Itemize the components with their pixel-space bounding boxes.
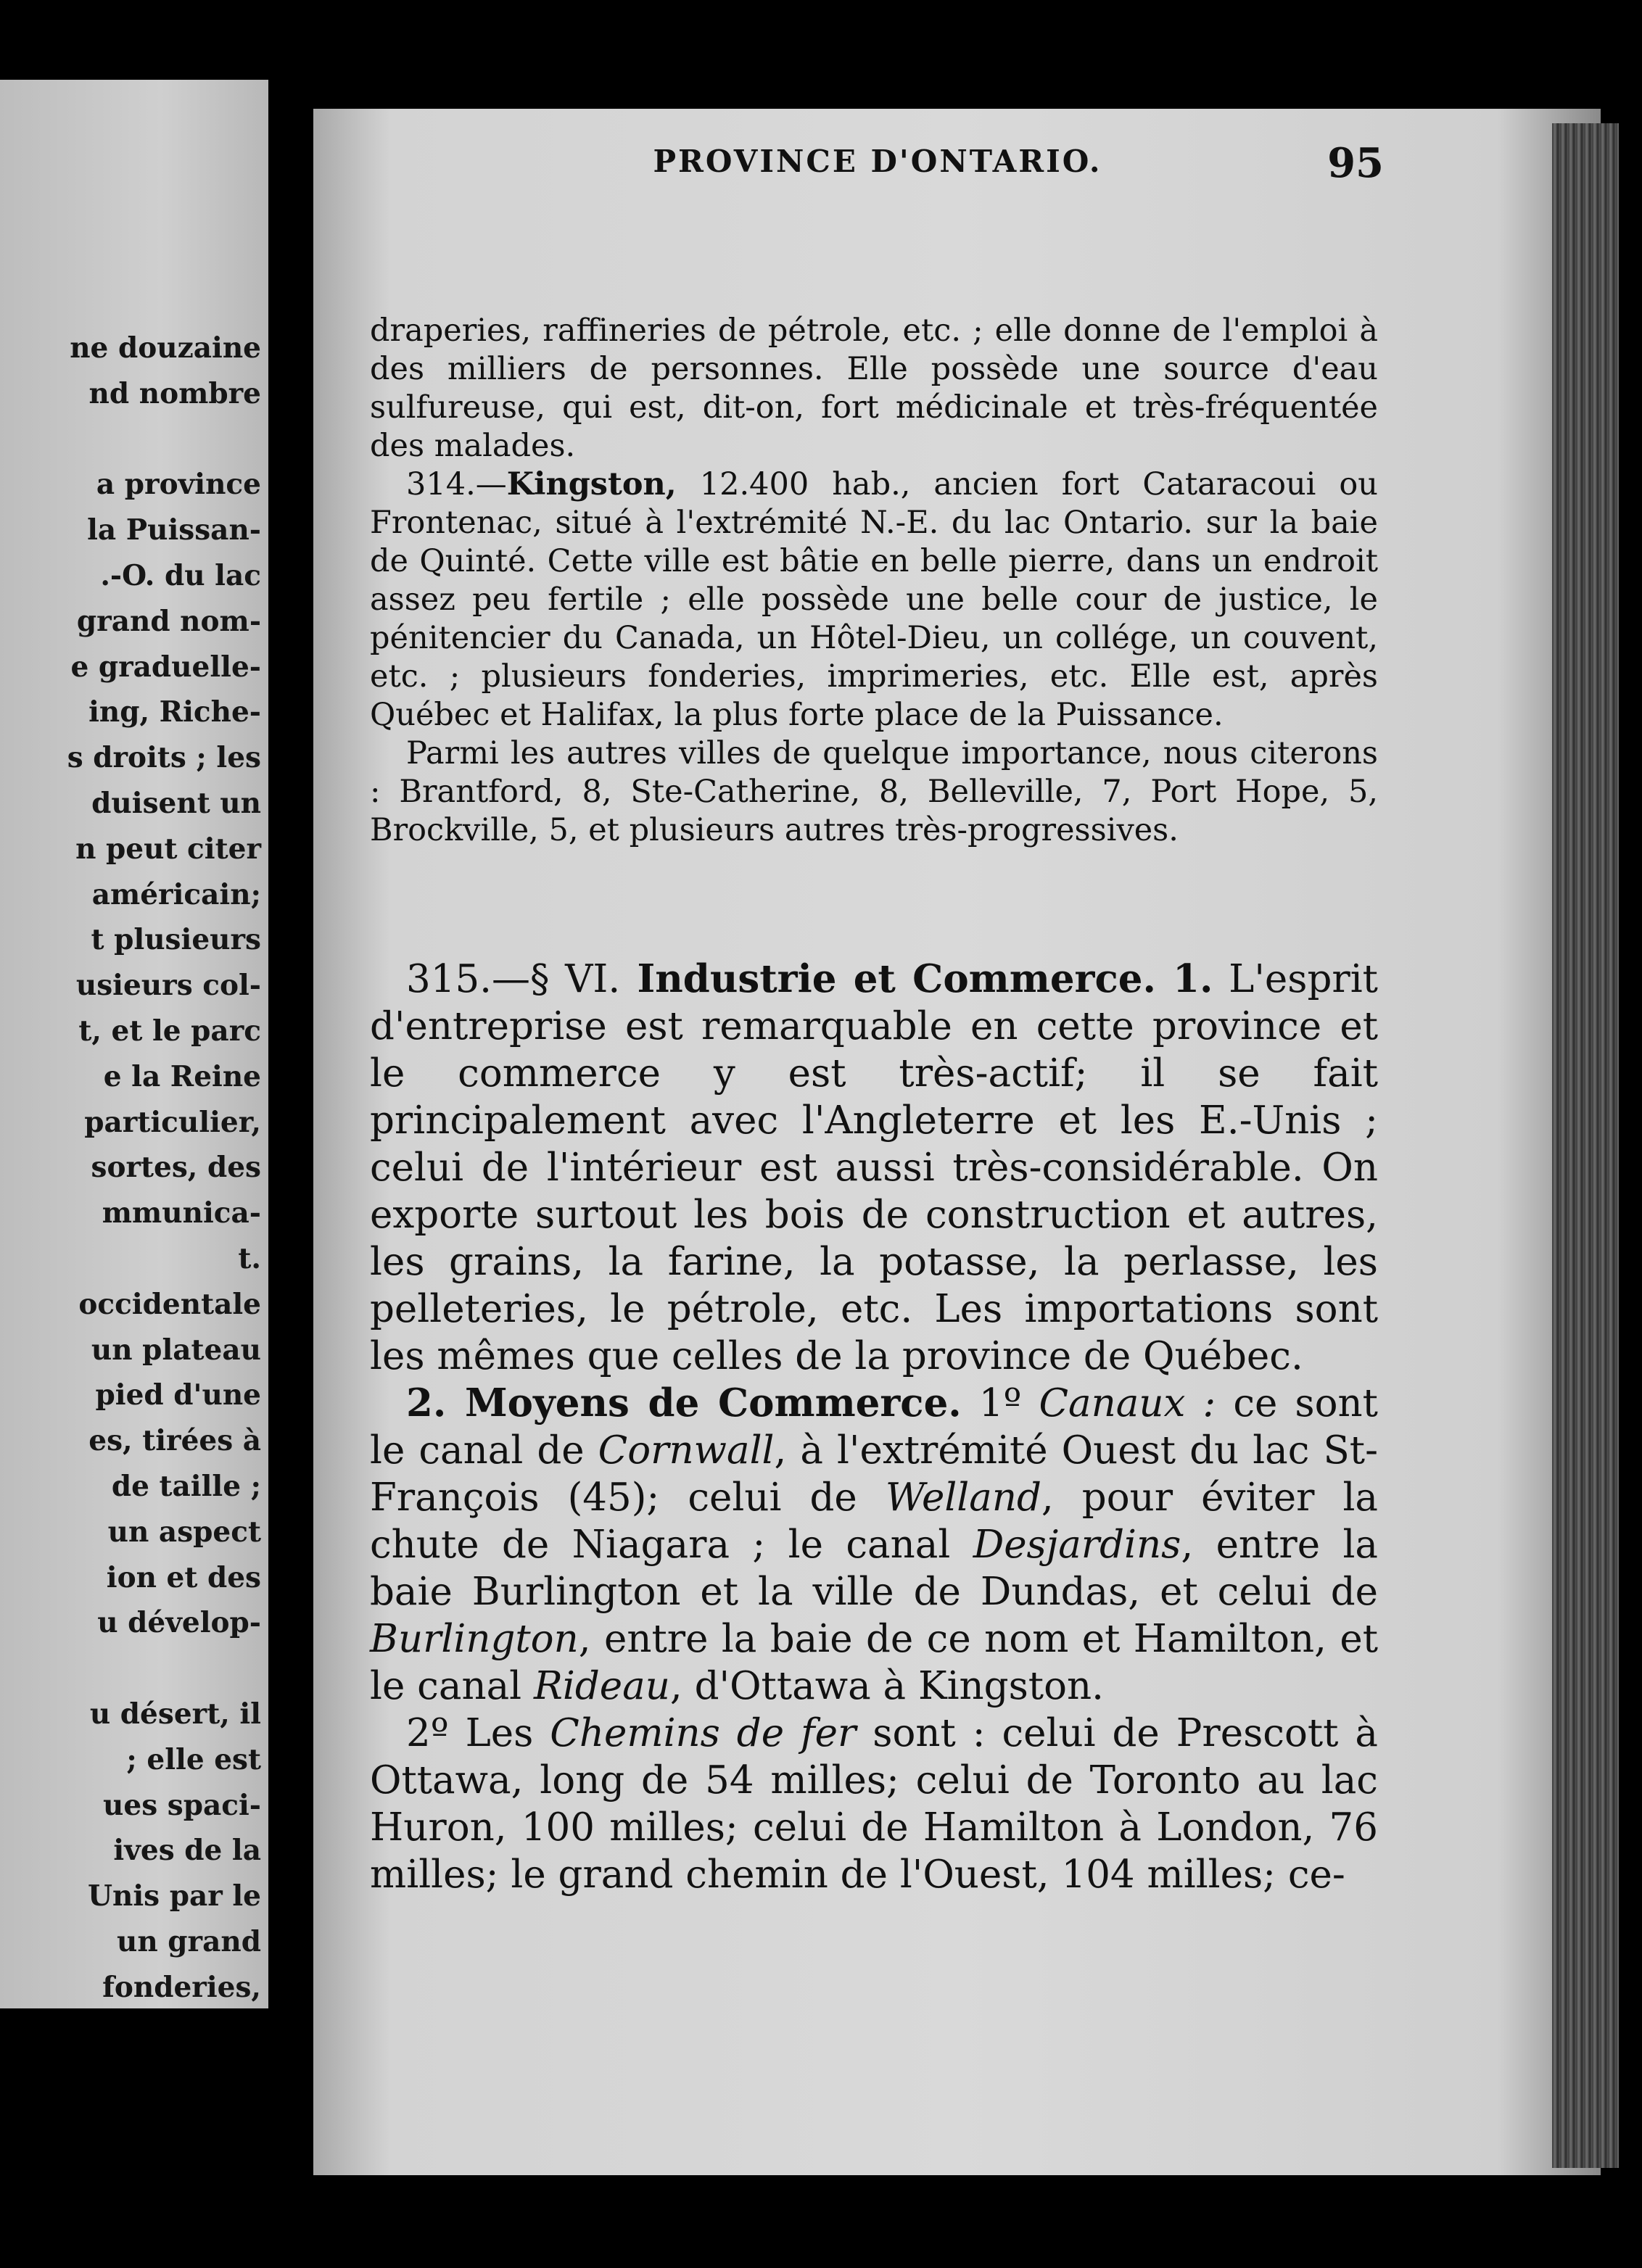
italic-term: Canaux : (1039, 1381, 1216, 1425)
paragraph-number: 314.— (406, 466, 507, 502)
text-run: , entre la baie Burlington et la ville de Dundas, et celui de (370, 1523, 1378, 1614)
paragraph-continuation: draperies, raffineries de pétrole, etc. ; elle donne de l'emploi à des milliers de personnes. Elle possède une source d'eau sulfureuse, qui est, dit-on, fort médicinale et très-fréquentée des malades. (370, 313, 1378, 464)
left-page-line: s droits ; les (67, 741, 261, 774)
text-run: 2º Les (406, 1711, 550, 1755)
text-run: , d'Ottawa à Kingston. (669, 1664, 1104, 1708)
subsection-heading: 2. Moyens de Commerce. (406, 1381, 962, 1425)
page-edges (1552, 123, 1619, 2168)
paragraph-railways (370, 1710, 1378, 1898)
left-page-line: ne douzaine (70, 331, 261, 365)
left-page-line: grand nom- (76, 605, 261, 638)
left-page-line: t, et le parc (78, 1014, 261, 1048)
left-page-line: u désert, il (89, 1697, 261, 1731)
left-page-line: mmunica- (102, 1196, 261, 1230)
italic-term: Burlington (370, 1617, 579, 1661)
left-page-line: de taille ; (111, 1470, 261, 1503)
city-name: Kingston, (506, 466, 677, 502)
left-page-line: ; elle est (126, 1743, 261, 1776)
paragraph-315 (370, 956, 1378, 1380)
paragraph-other-towns: Parmi les autres villes de quelque importance, nous citerons : Brantford, 8, Ste-Catherine, 8, Belleville, 7, Port Hope, 5, Brockville, 5, et plusieurs autres très-progressives. (370, 735, 1378, 848)
paragraph-commerce-means (370, 1380, 1378, 1710)
text-run: , à l'extrémité Ouest du lac St-François (45); celui de (370, 1428, 1378, 1520)
section-heading: Industrie et Commerce. 1. (620, 956, 1213, 1001)
left-page-line: es, tirées à (88, 1424, 261, 1457)
left-page-line: particulier, (84, 1106, 261, 1139)
paragraph-text: 12.400 hab., ancien fort Cataracoui ou Frontenac, situé à l'extrémité N.-E. du lac Ontario. sur la baie de Quinté. Cette ville est bâtie en belle pierre, dans un endroit assez peu fertile ; elle possède une belle cour de justice, le pénitencier du Canada, un Hôtel-Dieu, un collége, un couvent, etc. ; plusieurs fonderies, imprimeries, etc. Elle est, après Québec et Halifax, la plus forte place de la Puissance. (370, 466, 1378, 733)
left-page-line: nd nombre (88, 377, 261, 410)
left-page-line: un aspect (107, 1515, 261, 1549)
left-page-line: fonderies, (102, 1971, 261, 2004)
page-number: 95 (1327, 139, 1384, 187)
left-page-line: ues spaci- (103, 1789, 261, 1822)
left-page-line: ion et des (106, 1561, 261, 1594)
left-page-line: n peut citer (75, 832, 261, 866)
left-page-line: occidentale (78, 1288, 261, 1321)
italic-term: Cornwall (598, 1428, 775, 1473)
text-run: , pour éviter la chute de Niagara ; le canal (370, 1476, 1379, 1567)
body-small-text (370, 312, 1378, 850)
italic-term: Desjardins (973, 1523, 1181, 1567)
italic-term: Welland (885, 1476, 1041, 1520)
body-large-text (370, 956, 1378, 1898)
text-run: 1º (961, 1381, 1039, 1425)
left-page-line: Unis par le (87, 1879, 261, 1913)
italic-term: Rideau (533, 1664, 670, 1708)
left-page-line: t. (238, 1242, 261, 1275)
text-run: , entre la baie de ce nom et Hamilton, et le canal (370, 1617, 1378, 1708)
left-page-line: ing, Riche- (88, 695, 261, 729)
book-gutter (268, 0, 313, 2268)
left-page-line: américain; (91, 878, 261, 911)
left-page-line: un grand (117, 1925, 261, 1958)
left-page-line: t plusieurs (91, 923, 261, 956)
left-page-line: sortes, des (91, 1151, 261, 1184)
text-run: sont : celui de Prescott à Ottawa, long de 54 milles; celui de Toronto au lac Huron, 100 milles; celui de Hamilton à London, 76 milles; le grand chemin de l'Ouest, 104 milles; ce- (370, 1711, 1378, 1897)
left-page-line: u dévelop- (97, 1606, 261, 1639)
left-page-line: usieurs col- (75, 969, 261, 1002)
left-page-line: la Puissan- (87, 513, 261, 547)
left-page-line: a province (96, 468, 261, 501)
italic-term: Chemins de fer (550, 1711, 857, 1755)
paragraph-314 (370, 465, 1378, 734)
text-run: ce sont le canal de (370, 1381, 1378, 1473)
left-page-line: e graduelle- (70, 650, 261, 684)
previous-page (0, 80, 268, 2008)
left-page-line: pied d'une (95, 1378, 261, 1412)
section-number: 315.—§ VI. (406, 957, 621, 1001)
left-page-line: e la Reine (103, 1060, 261, 1093)
paragraph-text: L'esprit d'entreprise est remarquable en cette province et le commerce y est très-actif; il se fait principalement avec l'Angleterre et les E.-Unis ; celui de l'intérieur est aussi très-considérable. On exporte surtout les bois de construction et autres, les grains, la farine, la potasse, la perlasse, les pelleteries, le pétrole, etc. Les importations sont les mêmes que celles de la province de Québec. (370, 957, 1378, 1378)
left-page-line: un plateau (91, 1333, 261, 1367)
left-page-line: .-O. du lac (100, 559, 261, 592)
running-title: PROVINCE D'ONTARIO. (653, 144, 1102, 179)
left-page-line: ives de la (113, 1834, 261, 1867)
left-page-line: duisent un (91, 787, 261, 820)
